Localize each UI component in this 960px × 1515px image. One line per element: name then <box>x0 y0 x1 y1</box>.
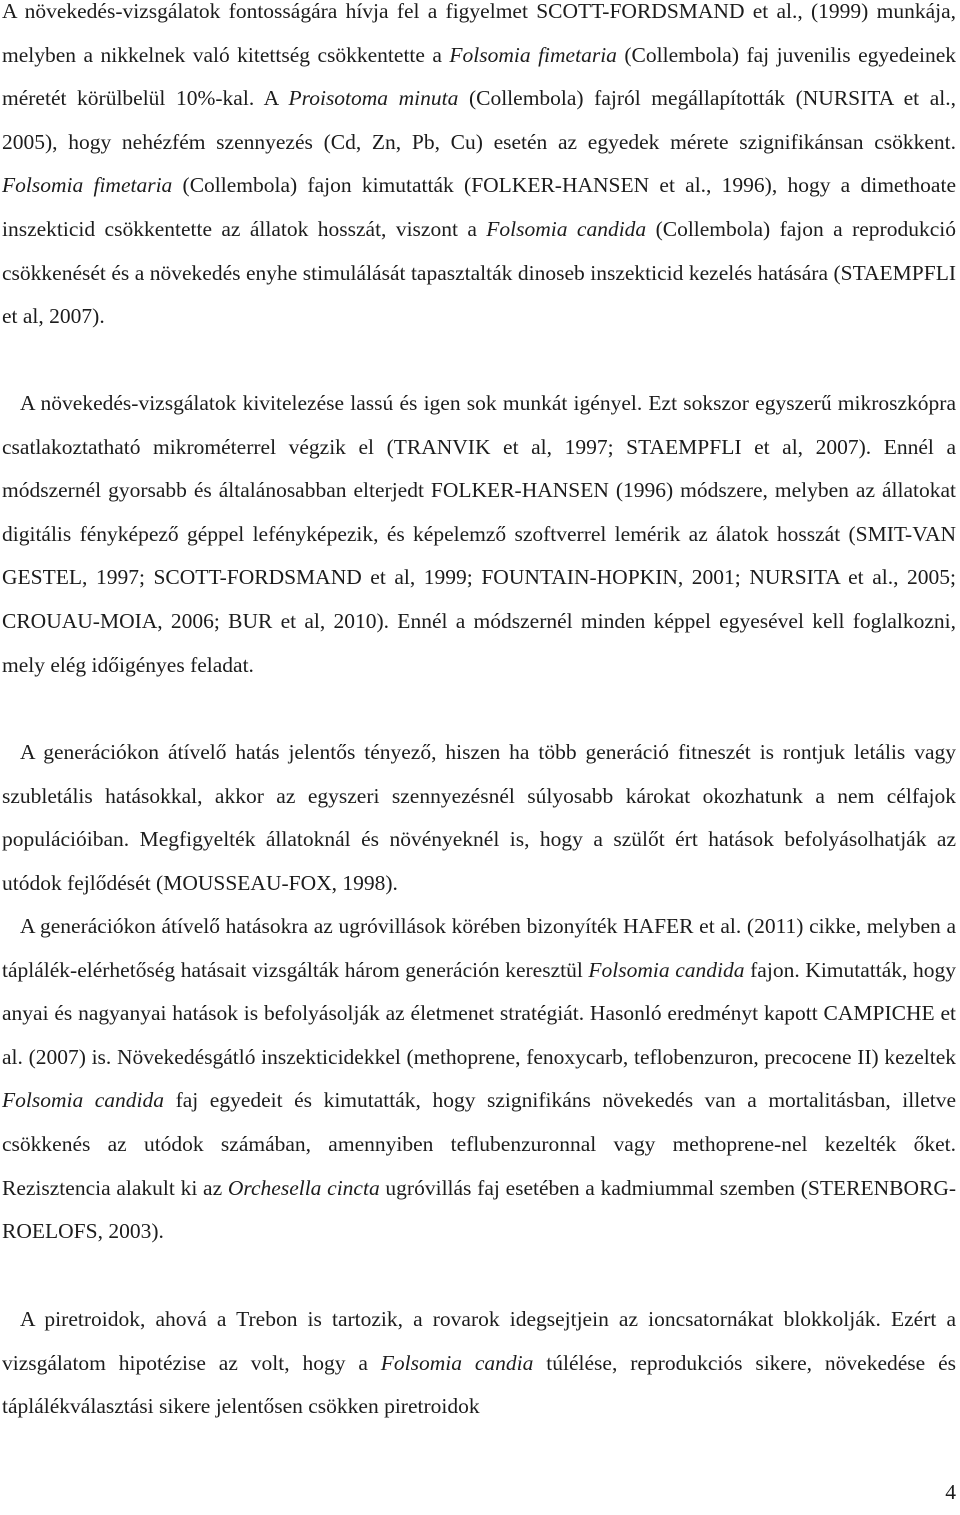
species-name: Folsomia candia <box>380 1350 534 1375</box>
paragraph-growth-methods <box>2 382 956 687</box>
text-span: (Collembola) faj juvenilis egyedeinek méretét körülbelül 10%-kal. A <box>2 42 956 111</box>
text-span: (Collembola) fajról megállapították (NURSITA et al., 2005), hogy nehézfém szennyezés (Cd, Zn, Pb, Cu) esetén az egyedek mérete szignifikánsan csökkent. <box>2 86 956 154</box>
text-span: faj egyedeit és kimutatták, hogy szignifikáns növekedés van a mortalitásban, illetve csökkenés az utódok számában, amennyiben teflubenzuronnal vagy methoprene-nel kezelték őket. Rezisztencia alakult ki az <box>2 1088 956 1200</box>
text-span: A generációkon átívelő hatásokra az ugróvillások körében bizonyíték HAFER et al. (2011) cikke, melyben a táplálék-elérhetőség hatásait vizsgálták három generáción keresztül <box>2 914 956 982</box>
species-name: Proisotoma minuta <box>288 86 459 111</box>
text-span: A növekedés-vizsgálatok fontosságára hívja fel a figyelmet SCOTT-FORDSMAND et al., (1999) munkája, melyben a nikkelnek való kitettség csökkentette a <box>2 0 956 67</box>
species-name: Folsomia candida <box>486 216 647 241</box>
species-name: Folsomia fimetaria <box>2 173 173 198</box>
species-name: Folsomia fimetaria <box>449 42 617 67</box>
paragraph-generational-effects <box>2 731 956 905</box>
paragraph-springtail-evidence <box>2 905 956 1254</box>
text-span: ugróvillás faj esetében a kadmiummal szemben (STERENBORG-ROELOFS, 2003). <box>2 1175 957 1244</box>
species-name: Orchesella cincta <box>227 1175 380 1200</box>
text-span: fajon. Kimutatták, hogy anyai és nagyanyai hatások is befolyásolják az életmenet stratégiát. Hasonló eredményt kapott CAMPICHE et al. (2007) is. Növekedésgátló inszekticidekkel (methoprene, fenoxycarb, teflobenzuron, precocene II) kezeltek <box>2 957 957 1069</box>
page-number: 4 <box>945 1480 956 1504</box>
text-span: A növekedés-vizsgálatok kivitelezése lassú és igen sok munkát igényel. Ezt sokszor egyszerű mikroszkópra csatlakoztatható mikrométerrel végzik el (TRANVIK et al, 1997; STAEMPFLI et al, 2007). Ennél a módszernél gyorsabb és általánosabban elterjedt FOLKER-HANSEN (1996) módszere, melyben az állatokat digitális fényképező géppel lefényképezik, és képelemző szoftverrel lemérik az álatok hosszát (SMIT-VAN GESTEL, 1997; SCOTT-FORDSMAND et al, 1999; FOUNTAIN-HOPKIN, 2001; NURSITA et al., 2005; CROUAU-MOIA, 2006; BUR et al, 2010). Ennél a módszernél minden képpel egyesével kell foglalkozni, mely elég időigényes feladat. <box>2 391 956 677</box>
text-span: (Collembola) fajon kimutatták (FOLKER-HANSEN et al., 1996), hogy a dimethoate inszekticid csökkentette az állatok hosszát, viszont a <box>2 173 956 241</box>
text-span: túlélése, reprodukciós sikere, növekedése és táplálékválasztási sikere jelentősen csökken piretroidok <box>2 1350 956 1419</box>
species-name: Folsomia candida <box>2 1088 165 1113</box>
text-span: (Collembola) fajon a reprodukció csökkenését és a növekedés enyhe stimulálását tapasztalták dinoseb inszekticid kezelés hatására (STAEMPFLI et al, 2007). <box>2 216 956 329</box>
paragraph-pyrethroid-hypothesis <box>2 1298 956 1429</box>
paragraph-growth-importance <box>2 0 956 339</box>
text-span: A piretroidok, ahová a Trebon is tartozik, a rovarok idegsejtjein az ioncsatornákat blokkolják. Ezért a vizsgálatom hipotézise az volt, hogy a <box>2 1307 956 1375</box>
text-span: A generációkon átívelő hatás jelentős tényező, hiszen ha több generáció fitneszét is rontjuk letális vagy szubletális hatásokkal, akkor az egyszeri szennyezésnél súlyosabb károkat okozhatunk a nem célfajok populációiban. Megfigyelték állatoknál és növényeknél is, hogy a szülőt ért hatások befolyásolhatják az utódok fejlődését (MOUSSEAU-FOX, 1998). <box>2 740 956 895</box>
species-name: Folsomia candida <box>588 957 745 982</box>
